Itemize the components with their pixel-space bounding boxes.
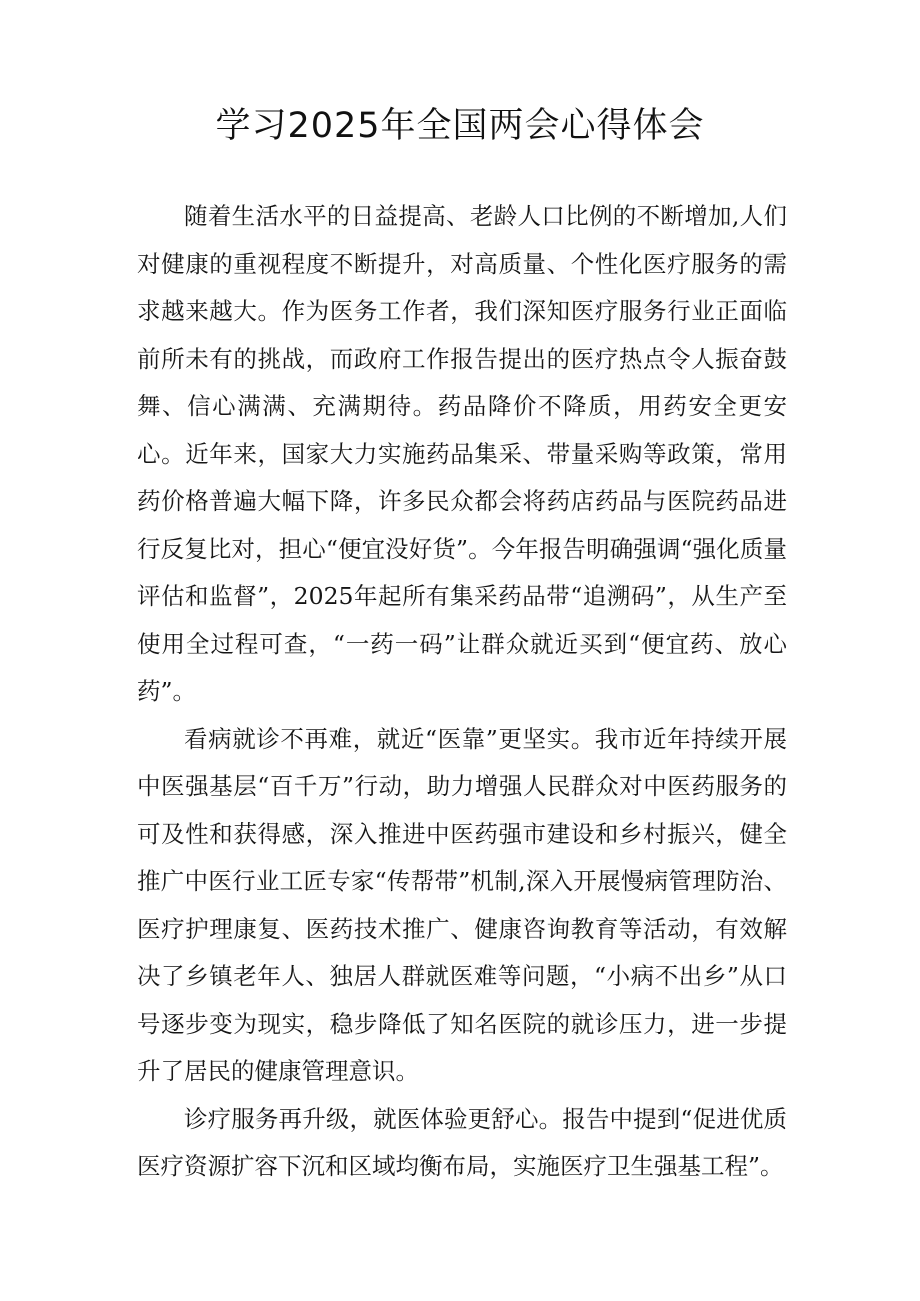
paragraph-2: 看病就诊不再难，就近“医靠”更坚实。我市近年持续开展中医强基层“百千万”行动，助力增强人民群众对中医药服务的可及性和获得感，深入推进中医药强市建设和乡村振兴，健全推广中医行业工匠专家“传帮带”机制,深入开展慢病管理防治、医疗护理康复、医药技术推广、健康咨询教育等活动，有效解决了乡镇老年人、独居人群就医难等问题，“小病不出乡”从口号逐步变为现实，稳步降低了知名医院的就诊压力，进一步提升了居民的健康管理意识。 <box>137 724 787 1085</box>
paragraph-3: 诊疗服务再升级，就医体验更舒心。报告中提到“促进优质医疗资源扩容下沉和区域均衡布局，实施医疗卫生强基工程”。 <box>137 1104 787 1180</box>
document-body <box>137 193 787 1191</box>
paragraph-1: 随着生活水平的日益提高、老龄人口比例的不断增加,人们对健康的重视程度不断提升，对高质量、个性化医疗服务的需求越来越大。作为医务工作者，我们深知医疗服务行业正面临前所未有的挑战，而政府工作报告提出的医疗热点令人振奋鼓舞、信心满满、充满期待。药品降价不降质，用药安全更安心。近年来，国家大力实施药品集采、带量采购等政策，常用药价格普遍大幅下降，许多民众都会将药店药品与医院药品进行反复比对，担心“便宜没好货”。今年报告明确强调“强化质量评估和监督”，2025年起所有集采药品带“追溯码”，从生产至使用全过程可查，“一药一码”让群众就近买到“便宜药、放心药”。 <box>137 202 787 705</box>
document-title: 学习2025年全国两会心得体会 <box>215 106 705 146</box>
